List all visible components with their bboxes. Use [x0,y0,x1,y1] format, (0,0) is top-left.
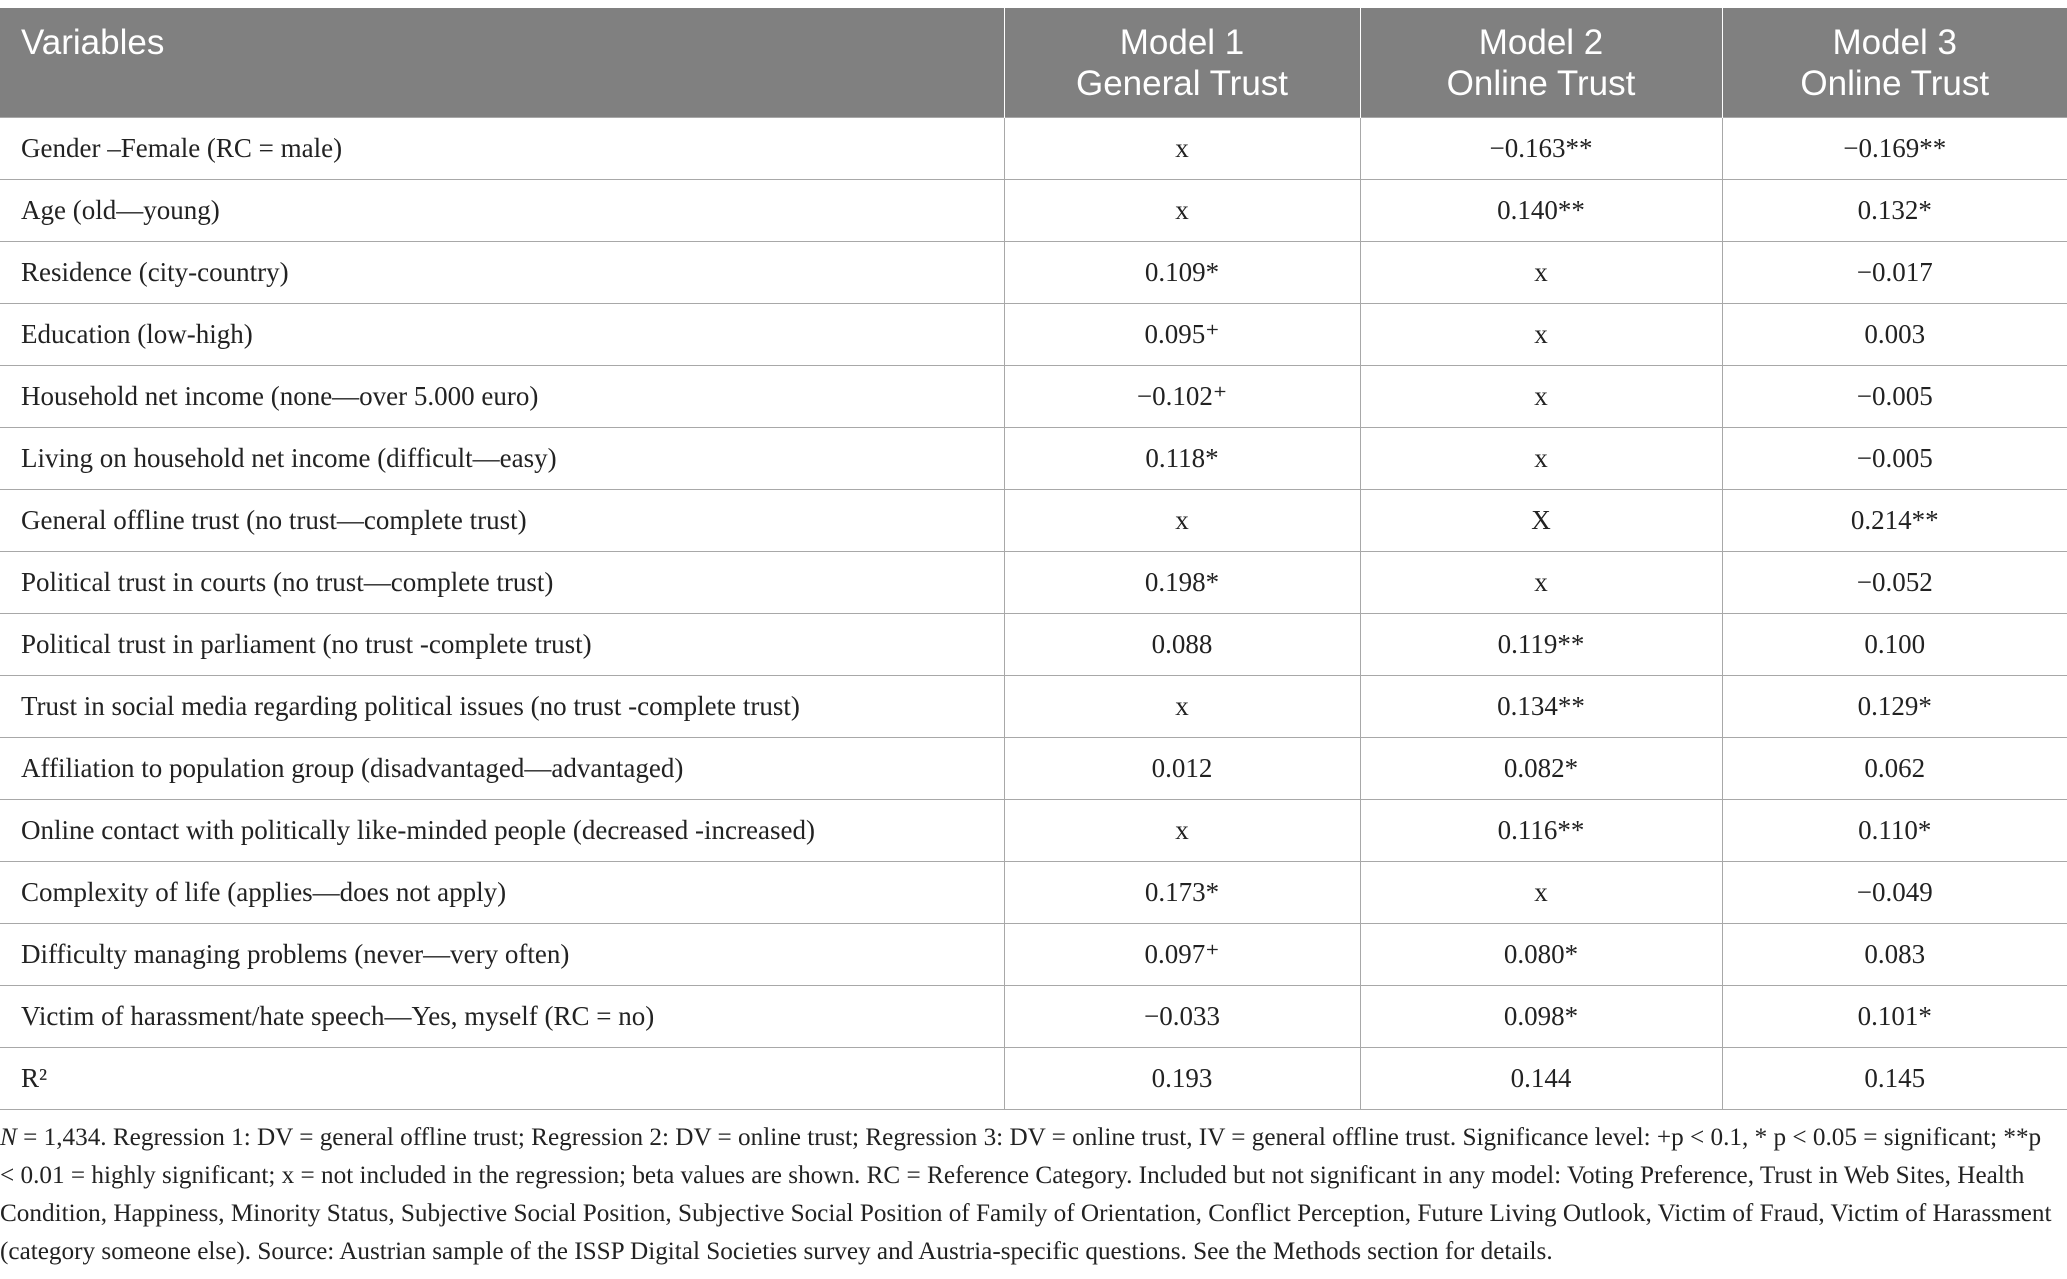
row-model-2-value: 0.116** [1360,799,1722,861]
table-row [0,489,2067,551]
row-variable: R² [0,1047,1004,1109]
header-model-3-line1: Model 3 [1832,23,1958,62]
header-variables [0,8,1004,117]
row-model-1-value: 0.198* [1004,551,1360,613]
table-row [0,427,2067,489]
row-model-1-value: 0.193 [1004,1047,1360,1109]
row-model-2-value: 0.119** [1360,613,1722,675]
row-model-2-value: 0.134** [1360,675,1722,737]
table-row-r-squared [0,1047,2067,1109]
row-model-1-value: x [1004,117,1360,179]
header-model-3-line2: Online Trust [1800,64,1990,103]
row-model-3-value: −0.049 [1722,861,2067,923]
row-model-2-value: 0.098* [1360,985,1722,1047]
row-model-1-value: 0.097⁺ [1004,923,1360,985]
row-variable: Political trust in parliament (no trust -complete trust) [0,613,1004,675]
table-row [0,613,2067,675]
row-model-2-value: 0.140** [1360,179,1722,241]
row-model-2-value: −0.163** [1360,117,1722,179]
row-model-3-value: 0.132* [1722,179,2067,241]
header-model-3 [1722,8,2067,117]
row-model-1-value: 0.095⁺ [1004,303,1360,365]
row-model-2-value: 0.144 [1360,1047,1722,1109]
row-variable: Difficulty managing problems (never—very often) [0,923,1004,985]
row-variable: Living on household net income (difficult—easy) [0,427,1004,489]
row-variable: Residence (city-country) [0,241,1004,303]
row-model-3-value: 0.062 [1722,737,2067,799]
row-model-1-value: x [1004,179,1360,241]
row-model-3-value: 0.003 [1722,303,2067,365]
row-model-1-value: 0.118* [1004,427,1360,489]
row-variable: Victim of harassment/hate speech—Yes, myself (RC = no) [0,985,1004,1047]
table-body [0,117,2067,1109]
row-model-2-value: x [1360,241,1722,303]
row-model-3-value: 0.110* [1722,799,2067,861]
row-model-3-value: −0.017 [1722,241,2067,303]
row-model-2-value: 0.080* [1360,923,1722,985]
table-row [0,365,2067,427]
row-model-2-value: X [1360,489,1722,551]
row-model-1-value: −0.033 [1004,985,1360,1047]
header-model-1-line1: Model 1 [1119,23,1245,62]
row-model-3-value: −0.005 [1722,365,2067,427]
row-model-3-value: 0.100 [1722,613,2067,675]
row-variable: Household net income (none—over 5.000 euro) [0,365,1004,427]
table-row [0,241,2067,303]
row-variable: Education (low-high) [0,303,1004,365]
row-model-3-value: −0.169** [1722,117,2067,179]
row-model-1-value: 0.012 [1004,737,1360,799]
row-model-3-value: 0.214** [1722,489,2067,551]
footnote-text: = 1,434. Regression 1: DV = general offline trust; Regression 2: DV = online trust; Regression 3: DV = online trust, IV = general offline trust. Significance level: +p < 0.1, * p < 0.05 = significant; **p < 0.01 = highly significant; x = not included in the regression; beta values are shown. RC = Reference Category. Included but not significant in any model: Voting Preference, Trust in Web Sites, Health Condition, Happiness, Minority Status, Subjective Social Position, Subjective Social Position of Family of Orientation, Conflict Perception, Future Living Outlook, Victim of Fraud, Victim of Harassment (category someone else). Source: Austrian sample of the ISSP Digital Societies survey and Austria-specific questions. See the Methods section for details. [0,1124,2052,1265]
row-model-1-value: −0.102⁺ [1004,365,1360,427]
row-model-3-value: 0.145 [1722,1047,2067,1109]
table-row [0,737,2067,799]
row-variable: Age (old—young) [0,179,1004,241]
table-row [0,551,2067,613]
header-row [0,8,2067,117]
row-variable: General offline trust (no trust—complete trust) [0,489,1004,551]
header-model-1-line2: General Trust [1075,64,1289,103]
row-model-2-value: x [1360,551,1722,613]
row-variable: Gender –Female (RC = male) [0,117,1004,179]
table-row [0,923,2067,985]
table-row [0,861,2067,923]
row-model-1-value: 0.088 [1004,613,1360,675]
row-model-1-value: 0.173* [1004,861,1360,923]
table-row [0,179,2067,241]
row-model-1-value: x [1004,675,1360,737]
row-model-2-value: x [1360,303,1722,365]
row-model-1-value: x [1004,489,1360,551]
table-header [0,8,2067,117]
row-variable: Political trust in courts (no trust—complete trust) [0,551,1004,613]
footnote-n-label: N [0,1124,17,1151]
header-model-2-line1: Model 2 [1478,23,1604,62]
row-model-3-value: −0.052 [1722,551,2067,613]
header-variables-label: Variables [21,23,165,62]
row-model-2-value: x [1360,861,1722,923]
table-row [0,675,2067,737]
header-model-2 [1360,8,1722,117]
row-model-3-value: 0.083 [1722,923,2067,985]
row-model-3-value: 0.129* [1722,675,2067,737]
table-row [0,985,2067,1047]
table-footnote [0,1119,2060,1271]
table-row [0,303,2067,365]
row-variable: Affiliation to population group (disadvantaged—advantaged) [0,737,1004,799]
row-model-2-value: x [1360,427,1722,489]
table-row [0,799,2067,861]
row-model-1-value: x [1004,799,1360,861]
row-model-1-value: 0.109* [1004,241,1360,303]
row-model-3-value: 0.101* [1722,985,2067,1047]
row-variable: Trust in social media regarding political issues (no trust -complete trust) [0,675,1004,737]
regression-table [0,8,2067,1110]
row-variable: Online contact with politically like-minded people (decreased -increased) [0,799,1004,861]
row-model-2-value: 0.082* [1360,737,1722,799]
header-model-1 [1004,8,1360,117]
header-model-2-line2: Online Trust [1446,64,1636,103]
row-model-3-value: −0.005 [1722,427,2067,489]
table-row [0,117,2067,179]
row-model-2-value: x [1360,365,1722,427]
regression-table-container [0,8,2067,1110]
row-variable: Complexity of life (applies—does not apply) [0,861,1004,923]
